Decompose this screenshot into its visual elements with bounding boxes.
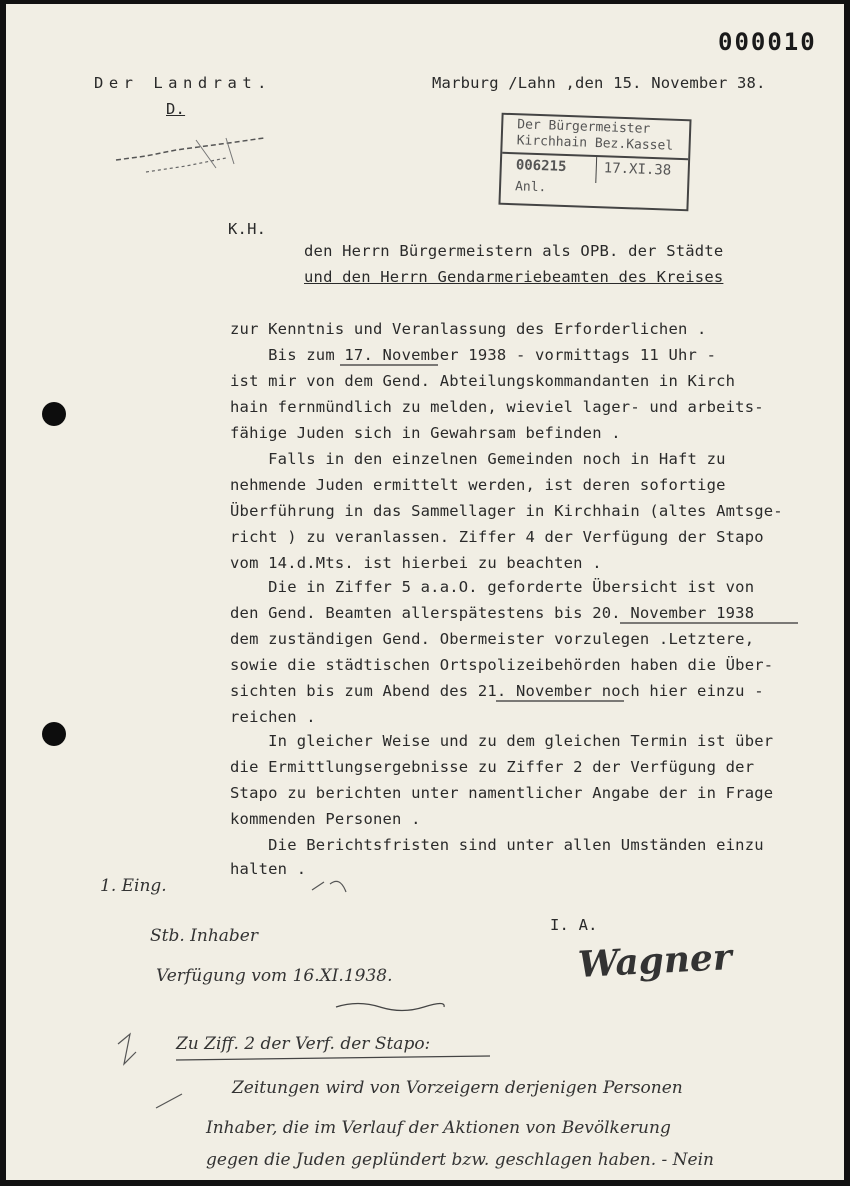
kh-abbreviation: K.H. [228,220,267,238]
body-line: reichen . [230,708,316,726]
body-line: sowie die städtischen Ortspolizeibehörden haben die Über- [230,656,774,674]
signature-prefix: I. A. [550,916,598,934]
body-line: nehmende Juden ermittelt werden, ist deren sofortige [230,476,726,494]
document-number: 000010 [718,28,817,56]
place-date: Marburg /Lahn ,den 15. November 38. [432,74,766,92]
body-line: Die in Ziffer 5 a.a.O. geforderte Übersicht ist von [230,578,755,596]
body-line: Stapo zu berichten unter namentlicher Angabe der in Frage [230,784,774,802]
body-line: Bis zum 17. November 1938 - vormittags 11 Uhr - [230,346,717,364]
handwritten-note-1: 1. Eing. [100,876,167,896]
stamp-number: 006215 [515,157,567,175]
stamp-attachment: Anl. [514,179,547,196]
handwritten-note-5: Zeitungen wird von Vorzeigern derjenigen Personen [232,1078,683,1098]
handwritten-note-6: Inhaber, die im Verlauf der Aktionen von Bevölkerung [206,1118,671,1138]
body-line: dem zuständigen Gend. Obermeister vorzulegen .Letztere, [230,630,755,648]
body-line: den Gend. Beamten allerspätestens bis 20. November 1938 [230,604,755,622]
handwritten-note-3: Verfügung vom 16.XI.1938. [156,966,393,986]
sender-title: Der Landrat. [94,74,272,92]
document-page [6,4,844,1180]
handwritten-note-4: Zu Ziff. 2 der Verf. der Stapo: [176,1034,431,1054]
reference-mark: D. [166,100,186,118]
stamp-office: Der Bürgermeister [516,117,651,137]
addressee-line-2: und den Herrn Gendarmeriebeamten des Kreises [304,268,724,286]
body-line: halten . [230,860,307,878]
body-line: ist mir von dem Gend. Abteilungskommandanten in Kirch [230,372,736,390]
body-line: die Ermittlungsergebnisse zu Ziffer 2 der Verfügung der [230,758,755,776]
body-line: vom 14.d.Mts. ist hierbei zu beachten . [230,554,602,572]
body-line: kommenden Personen . [230,810,421,828]
body-line: fähige Juden sich in Gewahrsam befinden . [230,424,621,442]
handwritten-strokes [6,4,844,1180]
body-line: hain fernmündlich zu melden, wieviel lager- und arbeits- [230,398,764,416]
addressee-line-1: den Herrn Bürgermeistern als OPB. der Städte [304,242,724,260]
body-line: Die Berichtsfristen sind unter allen Umständen einzu [230,836,764,854]
signature-handwritten: Wagner [577,936,733,986]
body-line: Falls in den einzelnen Gemeinden noch in Haft zu [230,450,726,468]
stamp-date: 17.XI.38 [603,160,672,179]
stamp-town: Kirchhain Bez.Kassel [516,133,674,154]
handwritten-note-7: gegen die Juden geplündert bzw. geschlagen haben. - Nein [206,1150,714,1170]
body-line: zur Kenntnis und Veranlassung des Erforderlichen . [230,320,707,338]
body-line: In gleicher Weise und zu dem gleichen Termin ist über [230,732,774,750]
body-line: sichten bis zum Abend des 21. November noch hier einzu - [230,682,764,700]
handwritten-note-2: Stb. Inhaber [150,926,258,946]
body-line: Überführung in das Sammellager in Kirchhain (altes Amtsge- [230,502,783,520]
body-line: richt ) zu veranlassen. Ziffer 4 der Verfügung der Stapo [230,528,764,546]
